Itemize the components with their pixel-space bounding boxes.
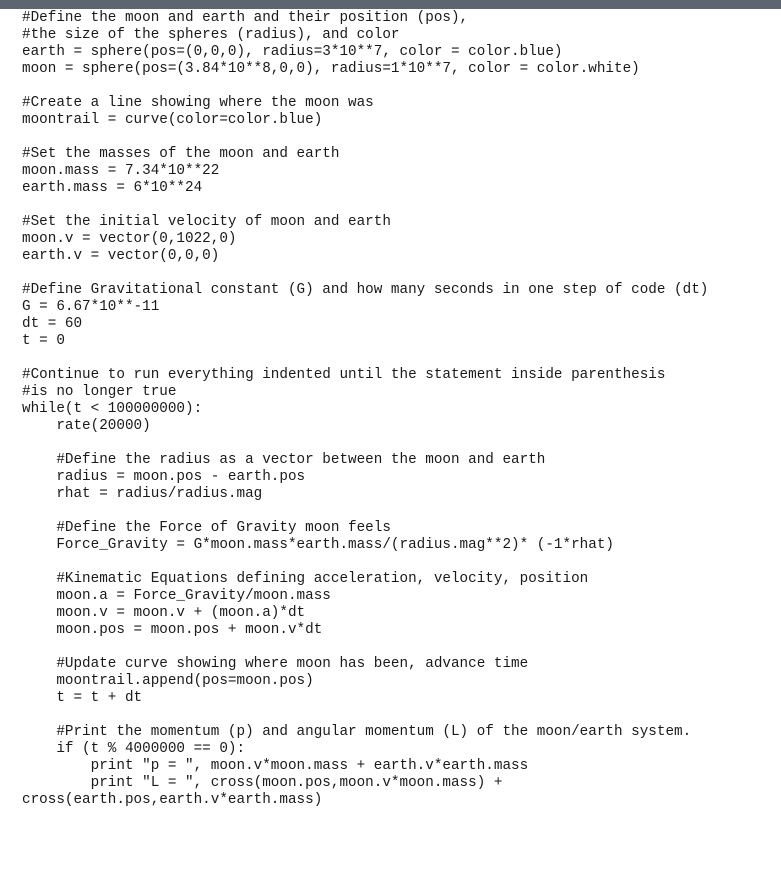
code-line: #Print the momentum (p) and angular momentum (L) of the moon/earth system. <box>22 724 692 740</box>
code-line: #Set the initial velocity of moon and earth <box>22 214 391 230</box>
code-line: moon.mass = 7.34*10**22 <box>22 163 220 179</box>
code-line: #Continue to run everything indented until the statement inside parenthesis <box>22 367 666 383</box>
code-line: print "p = ", moon.v*moon.mass + earth.v*earth.mass <box>22 758 529 774</box>
code-line: moon.pos = moon.pos + moon.v*dt <box>22 622 323 638</box>
code-line <box>22 350 777 367</box>
window-top-bar <box>0 0 781 9</box>
code-line: earth.mass = 6*10**24 <box>22 180 203 196</box>
code-line <box>22 78 777 95</box>
code-line <box>22 129 777 146</box>
code-line: #Define the moon and earth and their position (pos), <box>22 10 469 26</box>
code-line: rate(20000) <box>22 418 151 434</box>
code-line: earth.v = vector(0,0,0) <box>22 248 220 264</box>
code-line: print "L = ", cross(moon.pos,moon.v*moon.mass) + <box>22 775 503 791</box>
code-line: G = 6.67*10**-11 <box>22 299 160 315</box>
code-line: #Kinematic Equations defining acceleration, velocity, position <box>22 571 589 587</box>
code-line: earth = sphere(pos=(0,0,0), radius=3*10**7, color = color.blue) <box>22 44 563 60</box>
code-line: moontrail = curve(color=color.blue) <box>22 112 323 128</box>
code-line: dt = 60 <box>22 316 83 332</box>
code-line: #is no longer true <box>22 384 177 400</box>
code-line: #Create a line showing where the moon was <box>22 95 374 111</box>
code-line <box>22 639 777 656</box>
code-line: #Define the radius as a vector between the moon and earth <box>22 452 546 468</box>
code-line <box>22 503 777 520</box>
code-line: moon.v = vector(0,1022,0) <box>22 231 237 247</box>
code-line: moon.v = moon.v + (moon.a)*dt <box>22 605 306 621</box>
code-line: #Define the Force of Gravity moon feels <box>22 520 391 536</box>
code-line: Force_Gravity = G*moon.mass*earth.mass/(radius.mag**2)* (-1*rhat) <box>22 537 614 553</box>
code-line: moontrail.append(pos=moon.pos) <box>22 673 314 689</box>
code-line: while(t < 100000000): <box>22 401 203 417</box>
code-line <box>22 554 777 571</box>
code-line: t = t + dt <box>22 690 143 706</box>
code-block <box>22 10 777 809</box>
code-line: if (t % 4000000 == 0): <box>22 741 246 757</box>
code-line: #Set the masses of the moon and earth <box>22 146 340 162</box>
code-line <box>22 707 777 724</box>
code-line: rhat = radius/radius.mag <box>22 486 263 502</box>
code-line <box>22 265 777 282</box>
code-line: cross(earth.pos,earth.v*earth.mass) <box>22 792 323 808</box>
code-line: moon = sphere(pos=(3.84*10**8,0,0), radius=1*10**7, color = color.white) <box>22 61 640 77</box>
code-line: moon.a = Force_Gravity/moon.mass <box>22 588 331 604</box>
code-line: #the size of the spheres (radius), and color <box>22 27 400 43</box>
code-line <box>22 197 777 214</box>
code-line: t = 0 <box>22 333 65 349</box>
code-line: #Define Gravitational constant (G) and how many seconds in one step of code (dt) <box>22 282 709 298</box>
code-line <box>22 435 777 452</box>
code-line: radius = moon.pos - earth.pos <box>22 469 306 485</box>
code-line: #Update curve showing where moon has been, advance time <box>22 656 529 672</box>
